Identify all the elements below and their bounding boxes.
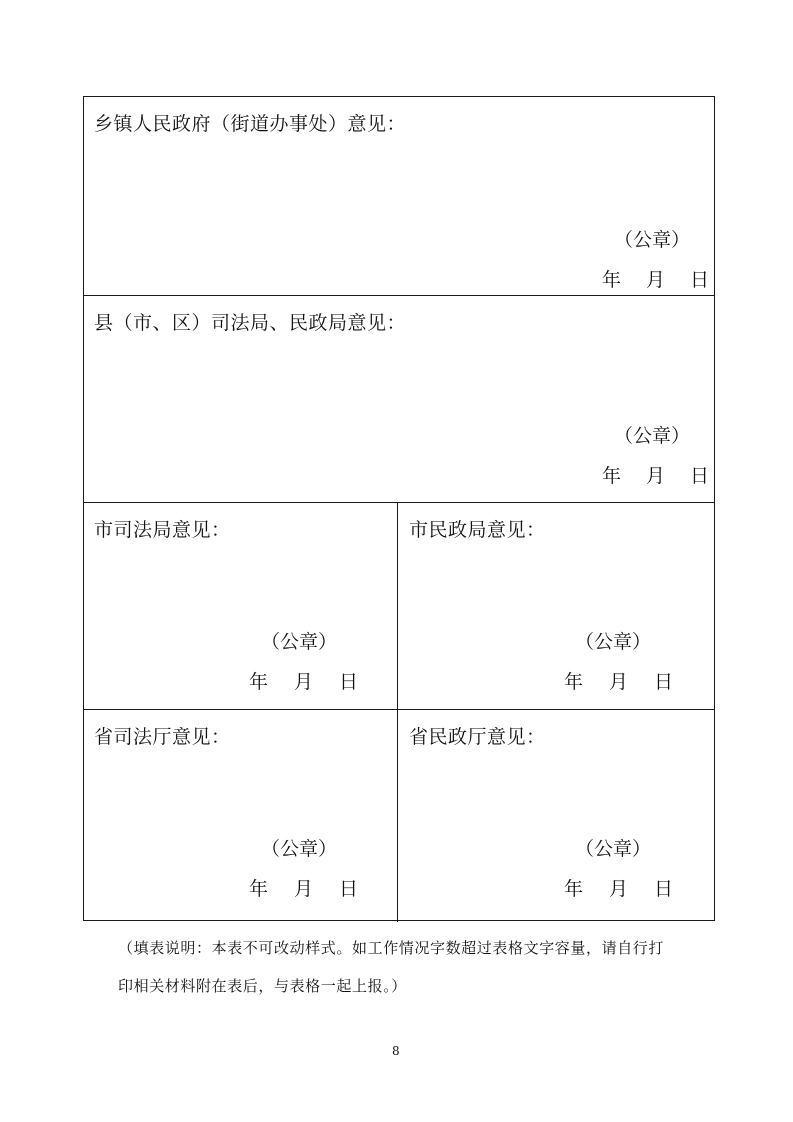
date-line (564, 874, 673, 901)
city-justice-opinion-cell (84, 503, 397, 709)
page-number: 8 (392, 1044, 400, 1058)
day-label: 日 (690, 465, 710, 487)
official-seal-label: （公章） (614, 425, 691, 447)
township-opinion-cell (84, 97, 713, 295)
county-opinion-label: 县（市、区）司法局、民政局意见： (94, 312, 407, 334)
year-label: 年 (602, 465, 622, 487)
year-label: 年 (249, 671, 269, 693)
year-label: 年 (564, 878, 584, 900)
date-line (602, 265, 709, 292)
date-line (249, 667, 358, 694)
township-opinion-label: 乡镇人民政府（街道办事处）意见： (94, 113, 407, 135)
month-label: 月 (646, 269, 666, 291)
city-justice-opinion-label: 市司法局意见： (94, 519, 231, 541)
day-label: 日 (339, 878, 359, 900)
day-label: 日 (654, 671, 674, 693)
official-seal-label: （公章） (614, 229, 691, 251)
prov-civil-opinion-cell (399, 710, 713, 920)
day-label: 日 (339, 671, 359, 693)
date-line (564, 667, 673, 694)
year-label: 年 (602, 269, 622, 291)
day-label: 日 (654, 878, 674, 900)
column-divider (397, 502, 398, 922)
prov-justice-opinion-label: 省司法厅意见： (94, 726, 231, 748)
official-seal-label: （公章） (261, 631, 338, 653)
city-civil-opinion-cell (399, 503, 713, 709)
month-label: 月 (609, 878, 629, 900)
county-opinion-cell (84, 296, 713, 502)
day-label: 日 (690, 269, 710, 291)
month-label: 月 (646, 465, 666, 487)
official-seal-label: （公章） (575, 838, 652, 860)
official-seal-label: （公章） (575, 631, 652, 653)
approval-form-table (83, 96, 715, 921)
prov-civil-opinion-label: 省民政厅意见： (409, 726, 546, 748)
month-label: 月 (294, 878, 314, 900)
form-instructions-line-2: 印相关材料附在表后，与表格一起上报。） (118, 977, 407, 995)
form-instructions-line-1: （填表说明：本表不可改动样式。如工作情况字数超过表格文字容量，请自行打 (118, 939, 665, 957)
city-civil-opinion-label: 市民政局意见： (409, 519, 546, 541)
month-label: 月 (609, 671, 629, 693)
date-line (602, 461, 709, 488)
year-label: 年 (249, 878, 269, 900)
year-label: 年 (564, 671, 584, 693)
official-seal-label: （公章） (261, 838, 338, 860)
month-label: 月 (294, 671, 314, 693)
date-line (249, 874, 358, 901)
prov-justice-opinion-cell (84, 710, 397, 920)
